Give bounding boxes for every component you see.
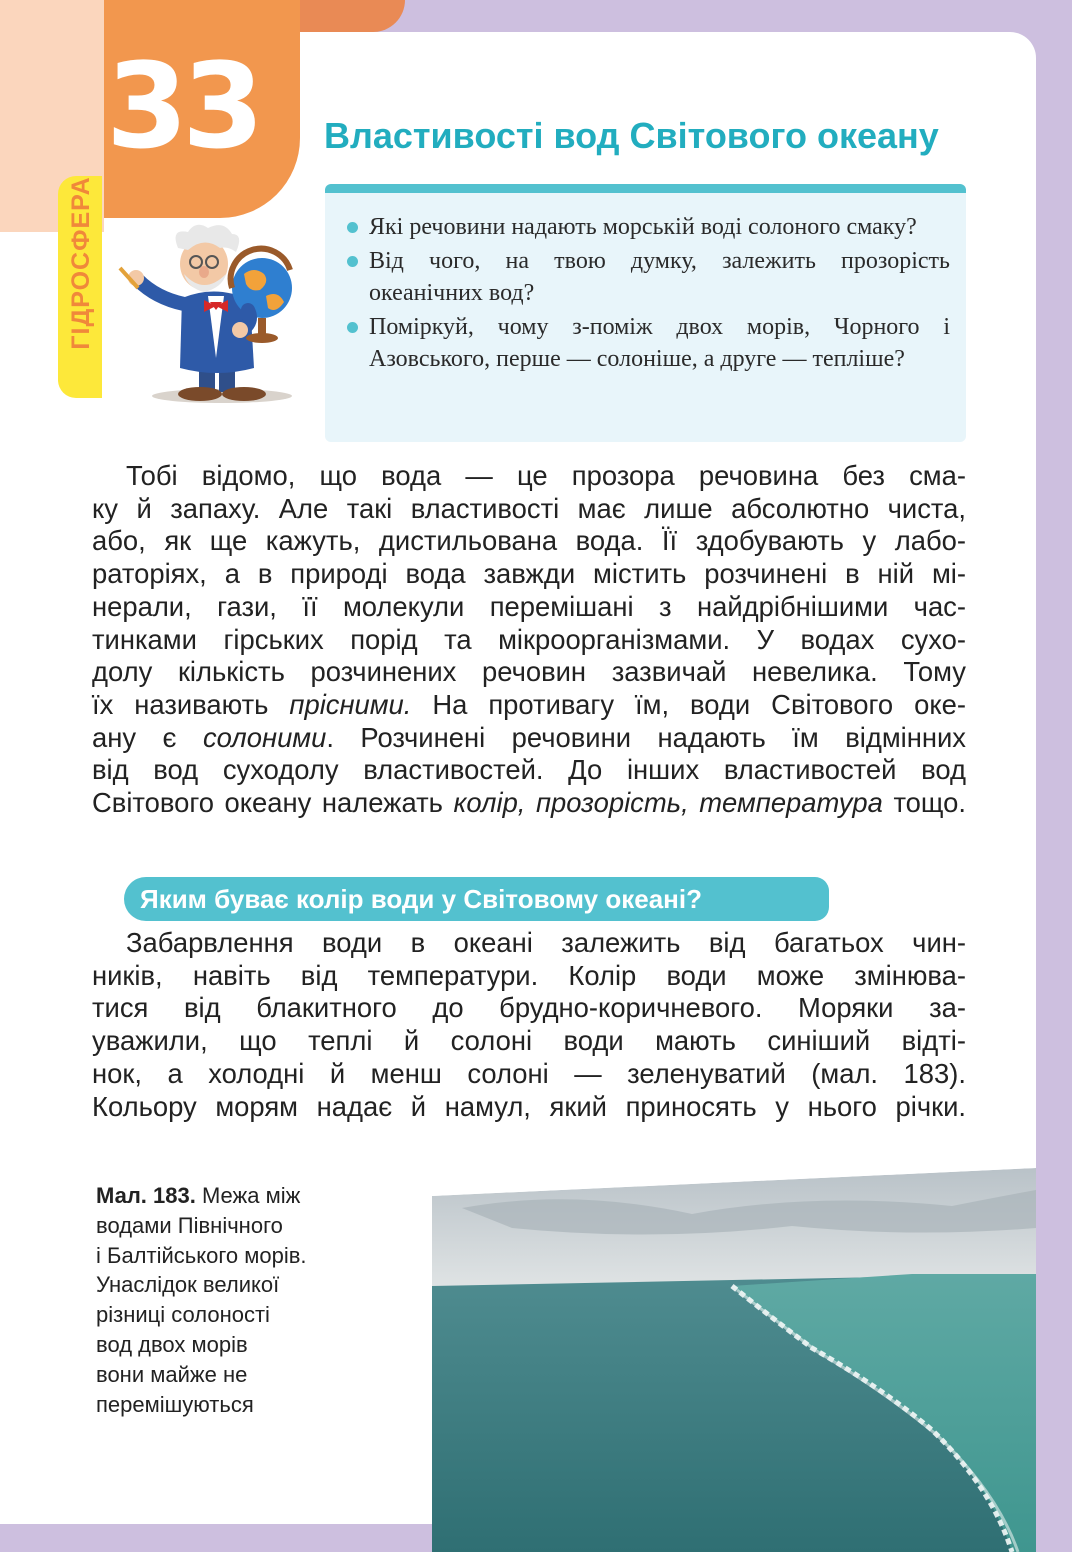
question-text: Поміркуй, чому з-поміж двох морів, Чорного і Азовського, перше — солоніше, а друге — тепліше? xyxy=(369,314,950,372)
text-line: ників, навіть від температури. Колір води може змінюва- xyxy=(92,959,966,991)
figure-label: Мал. 183. xyxy=(96,1183,196,1208)
text-line xyxy=(92,689,966,722)
color-paragraph xyxy=(92,927,966,1123)
text-run: . Розчинені речовини надають їм відмінних xyxy=(326,721,966,753)
caption-line: різниці солоності xyxy=(96,1302,270,1328)
subheading: Яким буває колір води у Світовому океані? xyxy=(140,884,702,914)
text-run: На противагу їм, води Світового оке- xyxy=(411,688,966,720)
text-line xyxy=(92,787,966,820)
section-label: ГІДРОСФЕРА xyxy=(67,176,95,350)
bullet-icon xyxy=(347,256,358,267)
question-text: Які речовини надають морській воді солоного смаку? xyxy=(369,214,917,240)
text-run: ану є xyxy=(92,721,203,753)
caption-line: вод двох морів xyxy=(96,1331,248,1357)
text-line: нок, а холодні й менш солоні — зеленуватий (мал. 183). xyxy=(92,1057,966,1089)
questions-list xyxy=(347,211,950,375)
text-run: Світового океану належать xyxy=(92,787,454,819)
text-run: тощо. xyxy=(882,787,966,819)
text-line: Тобі відомо, що вода — це прозора речовина без сма- xyxy=(126,460,966,491)
sea-boundary-photo xyxy=(432,1168,1036,1552)
text-line: тися від блакитного до брудно-коричневого. Моряки за- xyxy=(92,992,966,1024)
term-properties: колір, прозорість, температура xyxy=(453,787,883,819)
caption-line: і Балтійського морів. xyxy=(96,1242,307,1268)
text-line: уважили, що теплі й солоні води мають синіший відті- xyxy=(92,1025,966,1057)
text-line: нерали, гази, її молекули перемішані з найдрібнішими час- xyxy=(92,590,966,622)
text-run: їх називають xyxy=(92,688,290,720)
bottom-decor-band xyxy=(0,1524,432,1552)
caption-line: Унаслідок великої xyxy=(96,1272,280,1298)
caption-line: водами Північного xyxy=(96,1212,283,1238)
text-line: ку й запаху. Але такі властивості має лише абсолютно чиста, xyxy=(92,492,966,524)
term-fresh: прісними. xyxy=(289,688,412,720)
caption-line: перемішуються xyxy=(96,1391,254,1417)
question-item xyxy=(347,311,950,375)
text-line: Забарвлення води в океані залежить від багатьох чин- xyxy=(126,927,966,958)
caption-line: вони майже не xyxy=(96,1361,248,1387)
chapter-number: 33 xyxy=(106,37,259,175)
questions-box xyxy=(325,184,966,442)
term-salty: солоними xyxy=(202,721,327,753)
bullet-icon xyxy=(347,322,358,333)
professor-with-globe-icon xyxy=(104,218,314,404)
question-text: Від чого, на твою думку, залежить прозорість океанічних вод? xyxy=(369,248,950,306)
text-line: від вод суходолу властивостей. До інших властивостей вод xyxy=(92,754,966,786)
question-item xyxy=(347,245,950,309)
figure-caption xyxy=(96,1181,386,1419)
text-line: тинками гірських порід та мікроорганізмами. У водах сухо- xyxy=(92,623,966,655)
intro-paragraph xyxy=(92,460,966,820)
text-line: Кольору морям надає й намул, який приносять у нього річки. xyxy=(92,1090,966,1122)
text-line: або, як ще кажуть, дистильована вода. Її здобувають у лабо- xyxy=(92,525,966,557)
bullet-icon xyxy=(347,222,358,233)
text-line: долу кількість розчинених речовин зазвичай невелика. Тому xyxy=(92,656,966,688)
question-item xyxy=(347,211,950,243)
lesson-title: Властивості вод Світового океану xyxy=(324,115,939,156)
text-line: раторіях, а в природі вода завжди містить розчинені в ній мі- xyxy=(92,558,966,590)
caption-line: Межа між xyxy=(195,1183,301,1208)
text-line xyxy=(92,722,966,755)
